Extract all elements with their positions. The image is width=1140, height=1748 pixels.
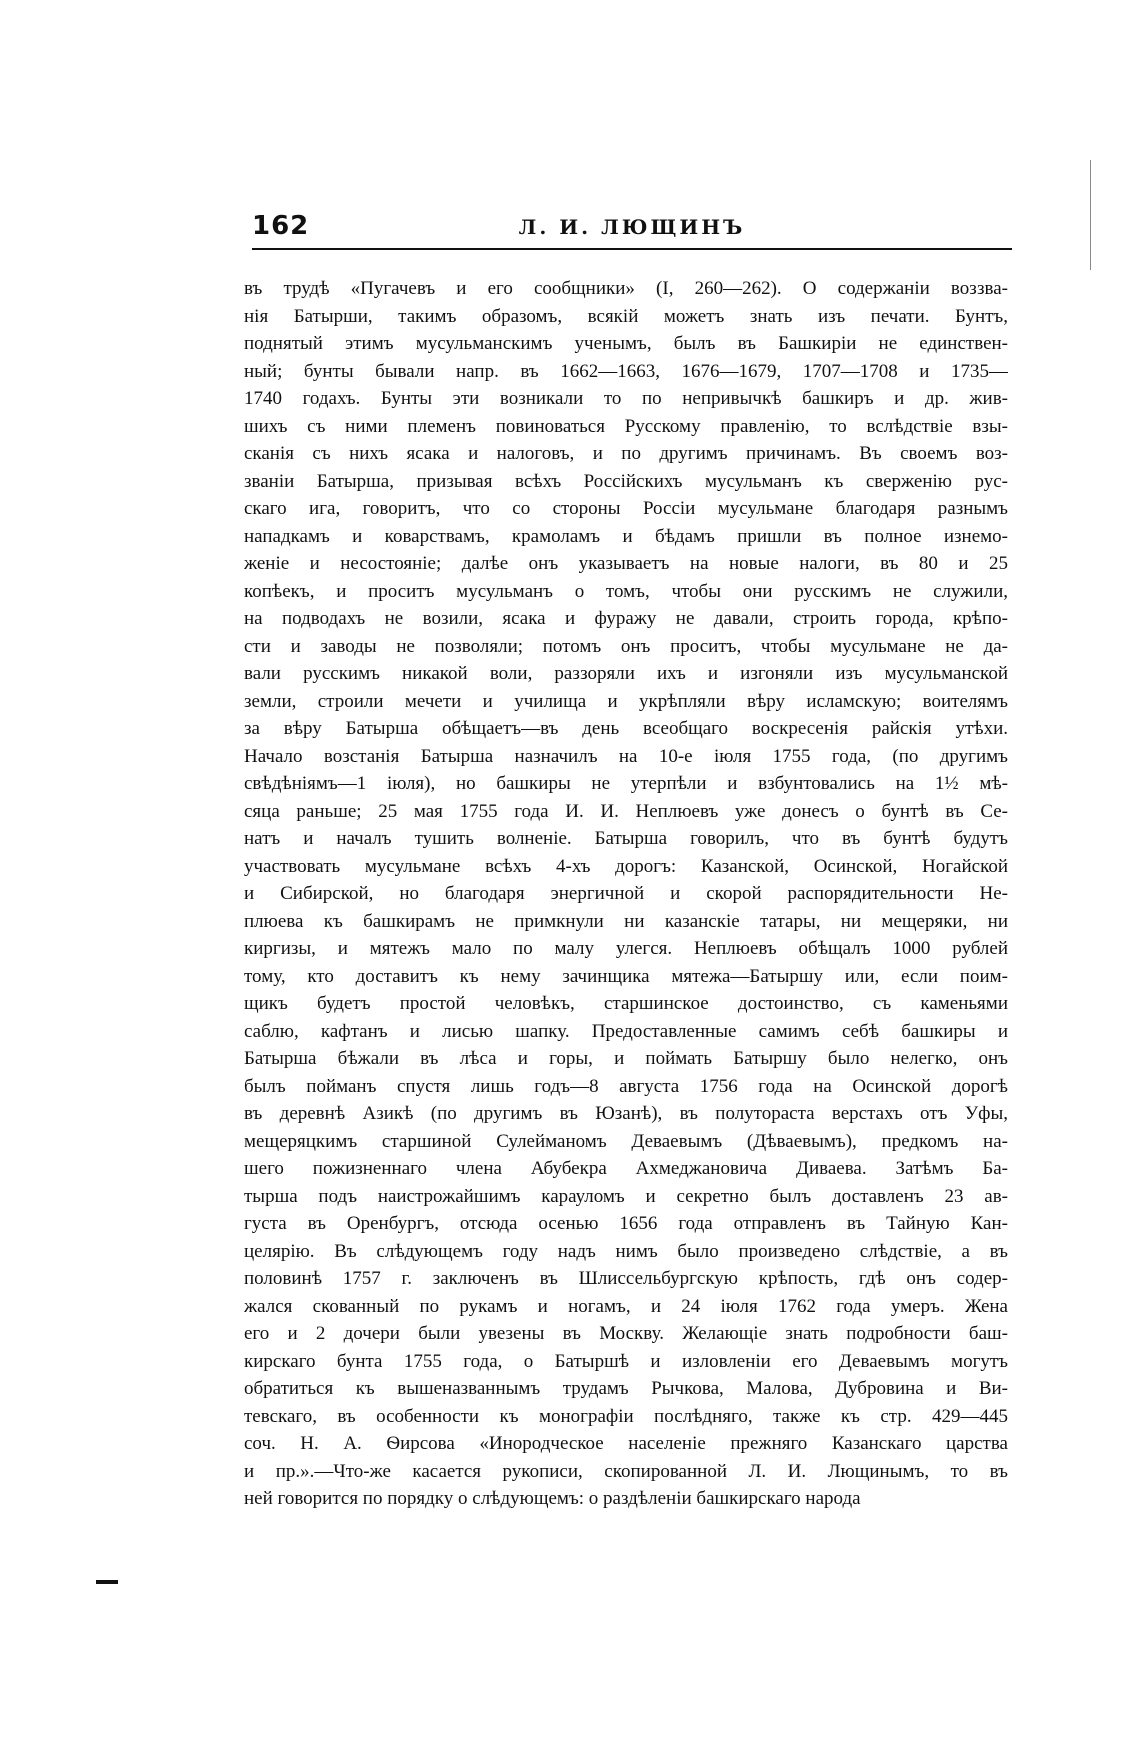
text-line: сти и заводы не позволяли; потомъ онъ проситъ, чтобы мусульмане не да-: [244, 635, 1008, 657]
text-line: скаго ига, говоритъ, что со стороны Россіи мусульмане благодаря разнымъ: [244, 498, 1008, 519]
text-line: натъ и началъ тушить волненіе. Батырша говорилъ, что въ бунтѣ будутъ: [244, 828, 1008, 849]
text-line: въ деревнѣ Азикѣ (по другимъ въ Юзанѣ), въ полутораста верстахъ отъ Уфы,: [244, 1103, 1008, 1124]
text-line: нія Батырши, такимъ образомъ, всякій можетъ знать изъ печати. Бунтъ,: [244, 305, 1008, 327]
page-number: 162: [252, 211, 310, 241]
text-line: шихъ съ ними племенъ повиноваться Русскому правленію, то вслѣдствіе взы-: [244, 415, 1008, 437]
text-line: ный; бунты бывали напр. въ 1662—1663, 1676—1679, 1707—1708 и 1735—: [244, 360, 1008, 382]
text-line: нападкамъ и коварствамъ, крамоламъ и бѣдамъ пришли въ полное изнемо-: [244, 525, 1008, 547]
text-line: соч. Н. А. Ѳирсова «Инородческое населеніе прежняго Казанскаго царства: [244, 1433, 1008, 1454]
scan-edge-line: [1090, 160, 1091, 270]
text-line: и Сибирской, но благодаря энергичной и скорой распорядительности Не-: [244, 883, 1008, 904]
text-line: тому, кто доставитъ къ нему зачинщика мятежа—Батыршу или, если поим-: [244, 965, 1008, 987]
text-line: плюева къ башкирамъ не примкнули ни казанскіе татары, ни мещеряки, ни: [244, 910, 1008, 932]
text-line: киргизы, и мятежъ мало по малу улегся. Неплюевъ обѣщалъ 1000 рублей: [244, 938, 1008, 959]
text-line: саблю, кафтанъ и лисью шапку. Предоставленные самимъ себѣ башкиры и: [244, 1020, 1008, 1042]
text-line: въ трудѣ «Пугачевъ и его сообщники» (I, 260—262). О содержаніи воззва-: [244, 278, 1008, 299]
text-line: половинѣ 1757 г. заключенъ въ Шлиссельбургскую крѣпость, гдѣ онъ содер-: [244, 1268, 1008, 1289]
text-line: ней говорится по порядку о слѣдующемъ: о раздѣленіи башкирскаго народа: [244, 1488, 861, 1509]
text-line: его и 2 дочери были увезены въ Москву. Желающіе знать подробности баш-: [244, 1323, 1008, 1344]
text-line: целярію. Въ слѣдующемъ году надъ нимъ было произведено слѣдствіе, а въ: [244, 1240, 1008, 1262]
text-line: шего пожизненнаго члена Абубекра Ахмеджановича Диваева. Затѣмъ Ба-: [244, 1158, 1008, 1179]
text-line: женіе и несостояніе; далѣе онъ указываетъ на новые налоги, въ 80 и 25: [244, 553, 1008, 574]
text-line: земли, строили мечети и училища и укрѣпляли вѣру исламскую; воителямъ: [244, 690, 1008, 712]
text-line: тевскаго, въ особенности къ монографіи послѣдняго, также къ стр. 429—445: [244, 1405, 1008, 1427]
text-line: Начало возстанія Батырша назначилъ на 10-е іюля 1755 года, (по другимъ: [244, 745, 1008, 767]
text-line: мещеряцкимъ старшиной Сулейманомъ Деваевымъ (Дѣваевымъ), предкомъ на-: [244, 1130, 1008, 1152]
text-line: свѣдѣніямъ—1 іюля), но башкиры не утерпѣли и взбунтовались на 1½ мѣ-: [244, 773, 1008, 794]
text-line: густа въ Оренбургъ, отсюда осенью 1656 года отправленъ въ Тайную Кан-: [244, 1213, 1008, 1234]
text-line: званіи Батырша, призывая всѣхъ Россійскихъ мусульманъ къ сверженію рус-: [244, 470, 1008, 492]
text-line: жался скованный по рукамъ и ногамъ, и 24 іюля 1762 года умеръ. Жена: [244, 1295, 1008, 1317]
running-head: Л. И. ЛЮЩИНЪ: [518, 215, 746, 239]
text-line: поднятый этимъ мусульманскимъ ученымъ, былъ въ Башкиріи не единствен-: [244, 333, 1008, 354]
text-line: обратиться къ вышеназваннымъ трудамъ Рычкова, Малова, Дубровина и Ви-: [244, 1378, 1008, 1399]
margin-mark: [96, 1580, 118, 1584]
page-header: [252, 208, 1012, 250]
body-text: [244, 275, 1008, 1510]
text-line: тырша подъ наистрожайшимъ карауломъ и секретно былъ доставленъ 23 ав-: [244, 1185, 1008, 1207]
text-line: и пр.».—Что-же касается рукописи, скопированной Л. И. Лющинымъ, то въ: [244, 1460, 1008, 1482]
text-line: копѣекъ, и проситъ мусульманъ о томъ, чтобы они русскимъ не служили,: [244, 580, 1008, 602]
text-line: на подводахъ не возили, ясака и фуражу не давали, строить города, крѣпо-: [244, 608, 1008, 629]
text-line: за вѣру Батырша обѣщаетъ—въ день всеобщаго воскресенія райскія утѣхи.: [244, 718, 1008, 739]
text-line: вали русскимъ никакой воли, раззоряли ихъ и изгоняли изъ мусульманской: [244, 663, 1008, 684]
text-line: сяца раньше; 25 мая 1755 года И. И. Неплюевъ уже донесъ о бунтѣ въ Се-: [244, 800, 1008, 822]
text-line: Батырша бѣжали въ лѣса и горы, и поймать Батыршу было нелегко, онъ: [244, 1048, 1008, 1069]
text-line: участвовать мусульмане всѣхъ 4-хъ дорогъ: Казанской, Осинской, Ногайской: [244, 855, 1008, 877]
text-line: сканія съ нихъ ясака и налоговъ, и по другимъ причинамъ. Въ своемъ воз-: [244, 443, 1008, 464]
text-line: кирскаго бунта 1755 года, о Батыршѣ и изловленіи его Деваевымъ могутъ: [244, 1350, 1008, 1372]
text-line: 1740 годахъ. Бунты эти возникали то по непривычкѣ башкиръ и др. жив-: [244, 388, 1008, 409]
text-line: былъ пойманъ спустя лишь годъ—8 августа 1756 года на Осинской дорогѣ: [244, 1075, 1008, 1097]
text-line: щикъ будетъ простой человѣкъ, старшинское достоинство, съ каменьями: [244, 993, 1008, 1014]
